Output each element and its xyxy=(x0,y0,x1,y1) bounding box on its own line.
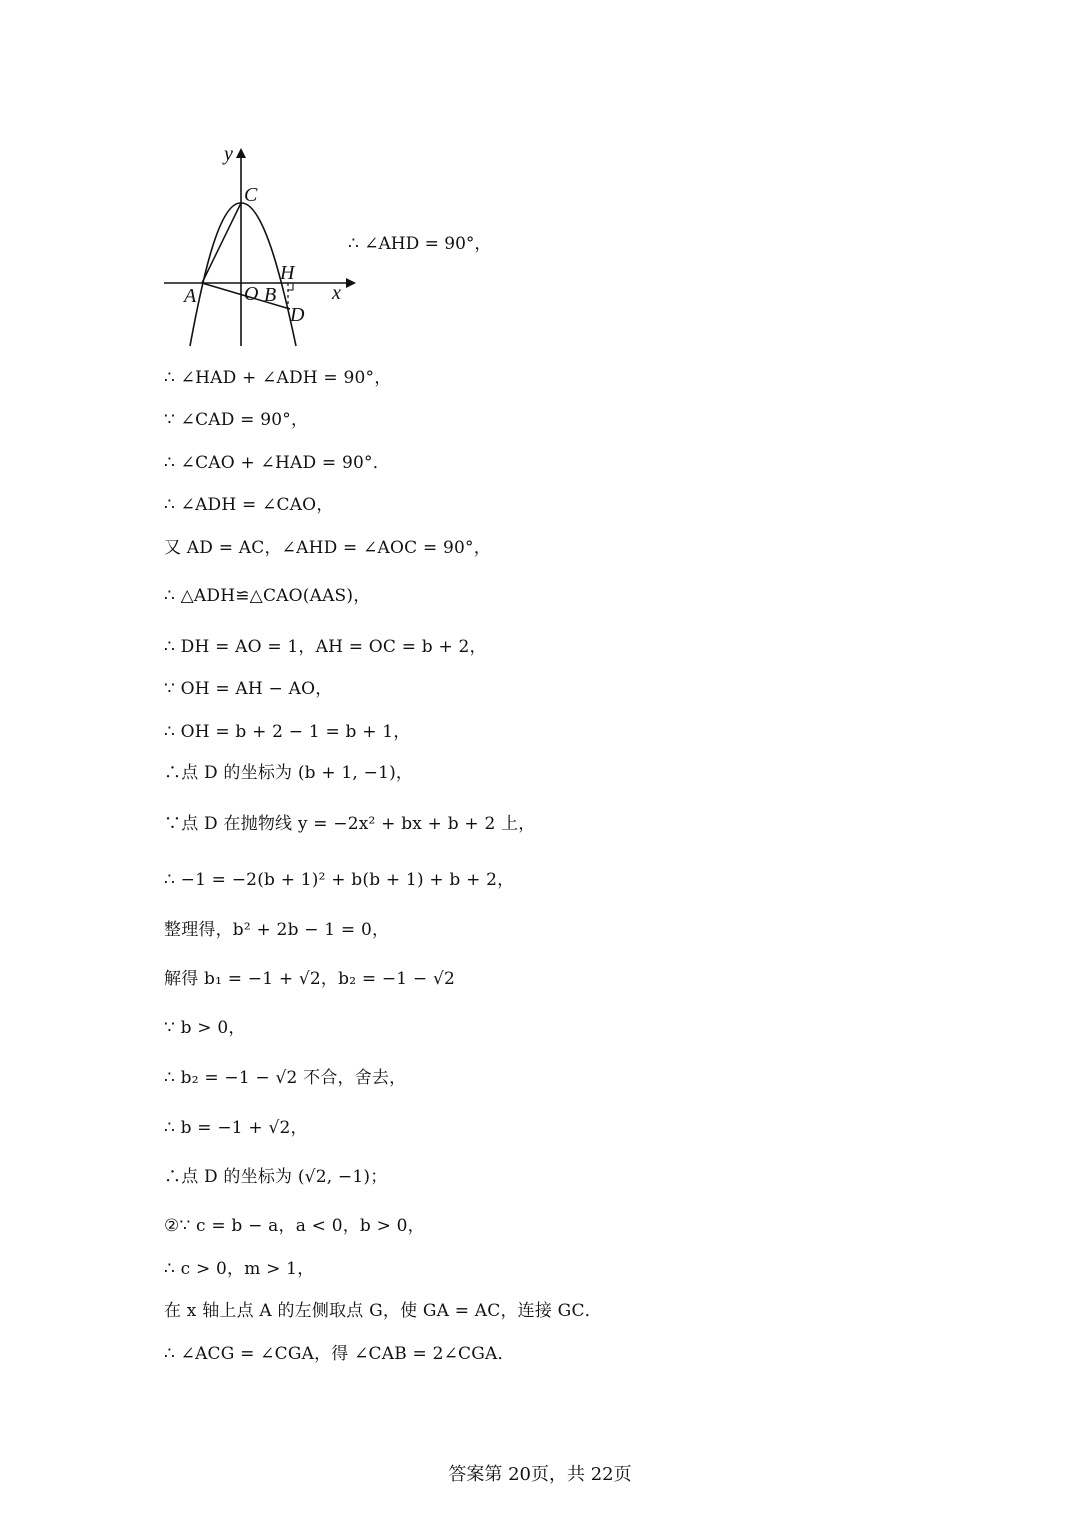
solution-line: 在 x 轴上点 A 的左侧取点 G，使 GA = AC，连接 GC． xyxy=(164,1301,602,1321)
figure-note: ∴ ∠AHD = 90°， xyxy=(348,234,492,254)
label-h: H xyxy=(280,262,295,284)
solution-line: 整理得，b² + 2b − 1 = 0， xyxy=(164,920,390,940)
solution-line: ∴ DH = AO = 1，AH = OC = b + 2， xyxy=(164,637,487,657)
solution-line: 解得 b₁ = −1 + √2，b₂ = −1 − √2 xyxy=(164,969,456,989)
label-o: O xyxy=(244,283,259,305)
solution-line: ∴ b₂ = −1 − √2 不合，舍去， xyxy=(164,1068,407,1088)
solution-line: ∵ OH = AH − AO， xyxy=(164,679,333,699)
solution-line: ∴点 D 的坐标为 (b + 1, −1)， xyxy=(164,763,414,783)
label-c: C xyxy=(244,184,258,206)
solution-line: 又 AD = AC，∠AHD = ∠AOC = 90°， xyxy=(164,538,491,558)
solution-line: ∴ b = −1 + √2， xyxy=(164,1118,308,1138)
label-b: B xyxy=(264,284,277,306)
parabola-figure xyxy=(160,140,360,352)
solution-line: ∴ OH = b + 2 − 1 = b + 1， xyxy=(164,722,411,742)
page-footer: 答案第 20页，共 22页 xyxy=(448,1464,632,1485)
solution-line: ∴ ∠HAD + ∠ADH = 90°， xyxy=(164,368,392,388)
right-angle-mark xyxy=(288,283,293,290)
solution-line: ②∵ c = b − a，a < 0，b > 0， xyxy=(164,1216,425,1236)
solution-line: ∴ c > 0，m > 1， xyxy=(164,1259,315,1279)
solution-line: ∵ ∠CAD = 90°， xyxy=(164,410,309,430)
y-axis-arrow xyxy=(236,148,246,158)
label-x: x xyxy=(332,282,341,304)
label-d: D xyxy=(290,304,305,326)
solution-line: ∴点 D 的坐标为 (√2, −1)； xyxy=(164,1167,388,1187)
segment-ac xyxy=(202,203,241,283)
solution-line: ∴ ∠ACG = ∠CGA，得 ∠CAB = 2∠CGA． xyxy=(164,1344,515,1364)
solution-line: ∴ ∠ADH = ∠CAO， xyxy=(164,495,334,515)
solution-line: ∵ b > 0， xyxy=(164,1018,246,1038)
x-axis-arrow xyxy=(346,278,356,288)
solution-line: ∴ ∠CAO + ∠HAD = 90°． xyxy=(164,453,390,473)
solution-line: ∴ −1 = −2(b + 1)² + b(b + 1) + b + 2， xyxy=(164,870,515,890)
solution-line: ∴ △ADH≌△CAO(AAS)， xyxy=(164,586,371,606)
solution-line: ∵点 D 在抛物线 y = −2x² + bx + b + 2 上， xyxy=(164,814,536,834)
label-y: y xyxy=(224,143,233,165)
label-a: A xyxy=(184,285,197,307)
